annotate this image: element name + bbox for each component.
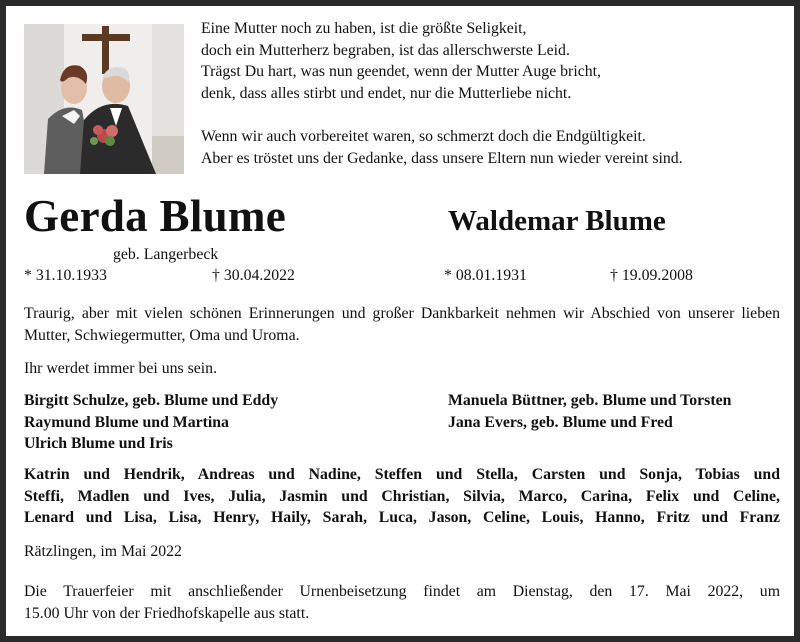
- grandchildren-line: Steffi, Madlen und Ives, Julia, Jasmin und Christian, Silvia, Marco, Carina, Felix und Celine,: [24, 487, 780, 505]
- place-date: Rätzlingen, im Mai 2022: [24, 543, 182, 560]
- family-member: Ulrich Blume und Iris: [24, 435, 173, 452]
- death-date-primary: † 30.04.2022: [212, 267, 295, 284]
- family-member: Manuela Büttner, geb. Blume und Torsten: [448, 392, 732, 409]
- deceased-name-secondary: Waldemar Blume: [448, 205, 666, 237]
- poem-line: Wenn wir auch vorbereitet waren, so schmerzt doch die Endgültigkeit.: [201, 128, 646, 145]
- farewell-closing: Ihr werdet immer bei uns sein.: [24, 360, 218, 377]
- couple-photo: [24, 24, 184, 174]
- poem: [201, 18, 683, 169]
- poem-line: denk, dass alles stirbt und endet, nur die Mutterliebe nicht.: [201, 84, 572, 102]
- birth-date-secondary: * 08.01.1931: [444, 267, 527, 284]
- family-list-right: [448, 390, 731, 433]
- death-date-secondary: † 19.09.2008: [610, 267, 693, 284]
- poem-line: doch ein Mutterherz begraben, ist das allerschwerste Leid.: [201, 41, 570, 59]
- birth-name: geb. Langerbeck: [113, 246, 219, 263]
- poem-line: Aber es tröstet uns der Gedanke, dass unsere Eltern nun wieder vereint sind.: [201, 149, 683, 167]
- grandchildren-line: Katrin und Hendrik, Andreas und Nadine, Steffen und Stella, Carsten und Sonja, Tobias und: [24, 466, 780, 483]
- family-list-left: [24, 390, 278, 455]
- family-member: Raymund Blume und Martina: [24, 413, 229, 431]
- funeral-line: 15.00 Uhr von der Friedhofskapelle aus statt.: [24, 604, 310, 622]
- birth-date-primary: * 31.10.1933: [24, 267, 107, 284]
- funeral-line: Die Trauerfeier mit anschließender Urnenbeisetzung findet am Dienstag, den 17. Mai 2022, um: [24, 583, 780, 600]
- grandchildren-list: [24, 464, 780, 529]
- poem-line: Eine Mutter noch zu haben, ist die größte Seligkeit,: [201, 20, 527, 37]
- farewell-message: Traurig, aber mit vielen schönen Erinnerungen und großer Dankbarkeit nehmen wir Abschied von unserer lieben Mutter, Schwiegermutter, Oma und Uroma.: [24, 305, 780, 344]
- family-member: Birgitt Schulze, geb. Blume und Eddy: [24, 392, 279, 409]
- funeral-info: [24, 581, 780, 624]
- poem-line: Trägst Du hart, was nun geendet, wenn der Mutter Auge bricht,: [201, 63, 601, 80]
- family-member: Jana Evers, geb. Blume und Fred: [448, 413, 673, 431]
- couple-photo-illustration: [24, 24, 184, 174]
- deceased-name-primary: Gerda Blume: [24, 191, 287, 241]
- grandchildren-line: Lenard und Lisa, Lisa, Henry, Haily, Sarah, Luca, Jason, Celine, Louis, Hanno, Fritz und Franz: [24, 509, 780, 526]
